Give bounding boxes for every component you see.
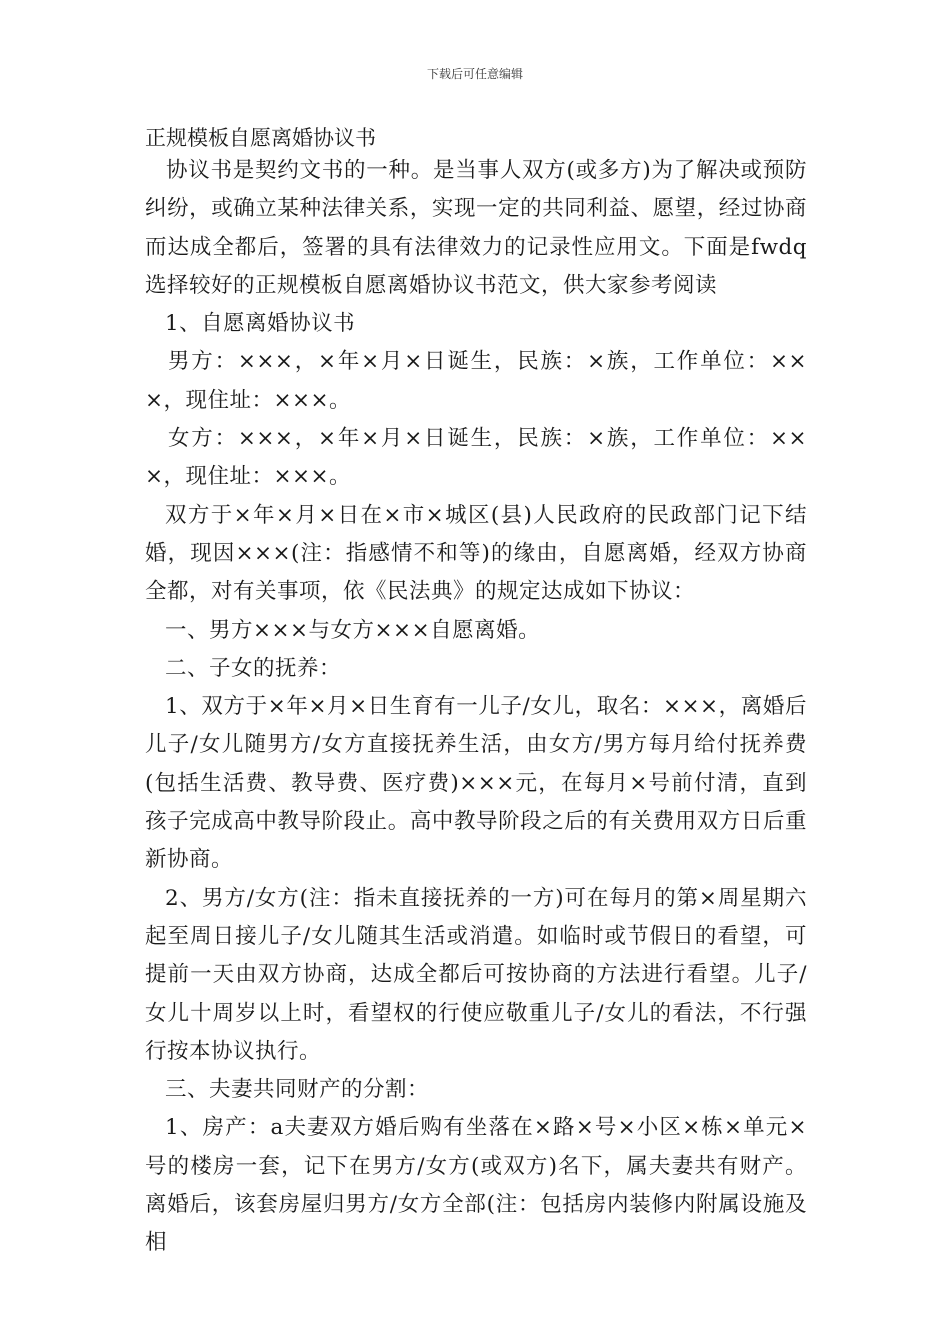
clause-2-item-1: 1、双方于×年×月×日生育有一儿子/女儿，取名：×××，离婚后儿子/女儿随男方/女方直接抚养生活，由女方/男方每月给付抚养费(包括生活费、教导费、医疗费)×××元，在每月×号前付清，直到孩子完成高中教导阶段止。高中教导阶段之后的有关费用双方日后重新协商。 <box>145 694 807 873</box>
paragraph-intro: 协议书是契约文书的一种。是当事人双方(或多方)为了解决或预防纠纷，或确立某种法律关系，实现一定的共同利益、愿望，经过协商而达成全都后，签署的具有法律效力的记录性应用文。下面是fwdq选择较好的正规模板自愿离婚协议书范文，供大家参考阅读 <box>145 158 807 298</box>
paragraph-female-party: 女方：×××，×年×月×日诞生，民族：×族，工作单位：×××，现住址：×××。 <box>145 426 807 490</box>
section-heading: 1、自愿离婚协议书 <box>165 311 356 337</box>
clause-2-heading: 二、子女的抚养： <box>165 655 342 681</box>
paragraph-marriage-info: 双方于×年×月×日在×市×城区(县)人民政府的民政部门记下结婚，现因×××(注：指感情不和等)的缘由，自愿离婚，经双方协商全都，对有关事项，依《民法典》的规定达成如下协议： <box>145 502 807 605</box>
paragraph-male-party: 男方：×××，×年×月×日诞生，民族：×族，工作单位：×××，现住址：×××。 <box>145 349 807 413</box>
document-title: 正规模板自愿离婚协议书 <box>145 126 376 150</box>
document-body <box>145 124 807 1263</box>
clause-3-item-1: 1、房产：a夫妻双方婚后购有坐落在×路×号×小区×栋×单元×号的楼房一套，记下在男方/女方(或双方)名下，属夫妻共有财产。离婚后，该套房屋归男方/女方全部(注：包括房内装修内附属设施及相 <box>145 1115 807 1256</box>
clause-3-heading: 三、夫妻共同财产的分割： <box>165 1077 430 1103</box>
clause-1: 一、男方×××与女方×××自愿离婚。 <box>165 617 541 643</box>
clause-2-item-2: 2、男方/女方(注：指未直接抚养的一方)可在每月的第×周星期六起至周日接儿子/女儿随其生活或消遣。如临时或节假日的看望，可提前一天由双方协商，达成全都后可按协商的方法进行看望。儿子/女儿十周岁以上时，看望权的行使应敬重儿子/女儿的看法，不行强行按本协议执行。 <box>145 885 807 1064</box>
page-header: 下载后可任意编辑 <box>426 67 523 81</box>
